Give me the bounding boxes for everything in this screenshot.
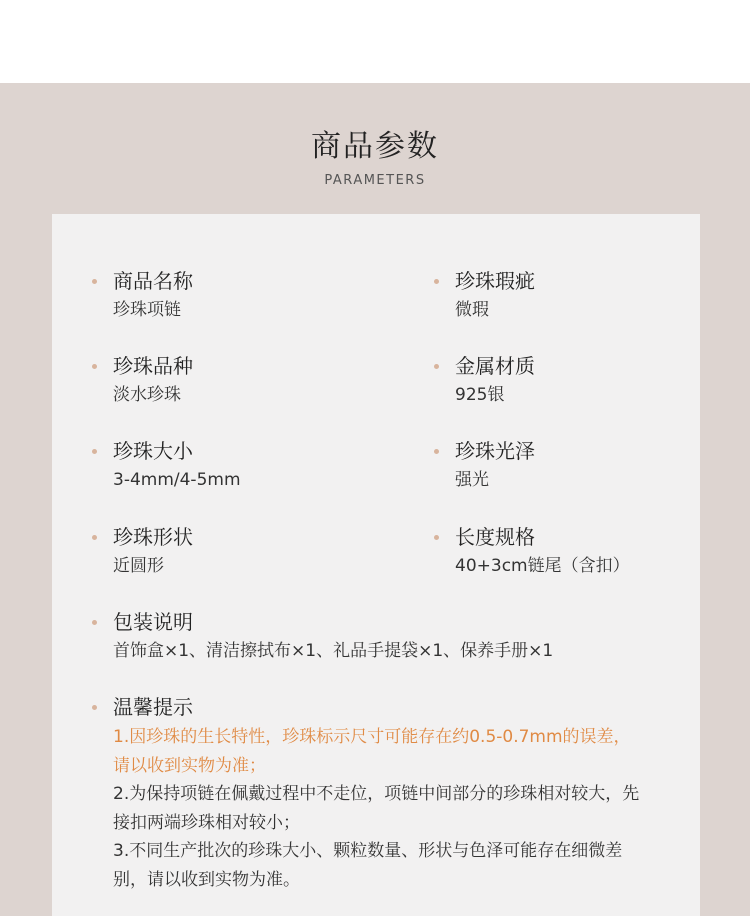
section-title: 商品参数	[311, 129, 439, 164]
param-label: 珍珠瑕疵	[455, 269, 535, 293]
param-label: 珍珠形状	[113, 525, 193, 549]
param-label: 金属材质	[455, 354, 535, 378]
tips-text	[113, 723, 643, 894]
bullet-dot	[92, 620, 97, 625]
param-value: 925银	[455, 385, 505, 405]
top-blank-area	[0, 0, 750, 83]
bullet-dot	[434, 535, 439, 540]
parameters-card	[52, 214, 700, 916]
section-subtitle: PARAMETERS	[324, 173, 426, 188]
param-label: 珍珠大小	[113, 439, 193, 463]
param-value: 淡水珍珠	[113, 385, 181, 405]
param-label: 珍珠品种	[113, 354, 193, 378]
tip-line-1: 1.因珍珠的生长特性，珍珠标示尺寸可能存在约0.5-0.7mm的误差，请以收到实物为准；	[113, 727, 631, 776]
bullet-dot	[434, 449, 439, 454]
param-value: 40+3cm链尾（含扣）	[455, 556, 630, 576]
bullet-dot	[92, 705, 97, 710]
tips-label: 温馨提示	[113, 695, 193, 719]
tip-line-3: 3.不同生产批次的珍珠大小、颗粒数量、形状与色泽可能存在细微差别，请以收到实物为准。	[113, 841, 623, 890]
parameters-section	[0, 83, 750, 916]
param-label: 珍珠光泽	[455, 439, 535, 463]
bullet-dot	[434, 364, 439, 369]
param-label: 包装说明	[113, 610, 193, 634]
param-value: 微瑕	[455, 300, 489, 320]
param-label: 长度规格	[455, 525, 535, 549]
param-value: 3-4mm/4-5mm	[113, 470, 241, 490]
section-heading	[0, 127, 750, 189]
param-label: 商品名称	[113, 269, 193, 293]
tip-line-2: 2.为保持项链在佩戴过程中不走位，项链中间部分的珍珠相对较大，先接扣两端珍珠相对较小；	[113, 784, 640, 833]
param-value: 近圆形	[113, 556, 164, 576]
param-value: 首饰盒×1、清洁擦拭布×1、礼品手提袋×1、保养手册×1	[113, 641, 554, 661]
bullet-dot	[92, 364, 97, 369]
param-value: 强光	[455, 470, 489, 490]
param-value: 珍珠项链	[113, 300, 181, 320]
bullet-dot	[92, 279, 97, 284]
bullet-dot	[92, 449, 97, 454]
bullet-dot	[434, 279, 439, 284]
bullet-dot	[92, 535, 97, 540]
